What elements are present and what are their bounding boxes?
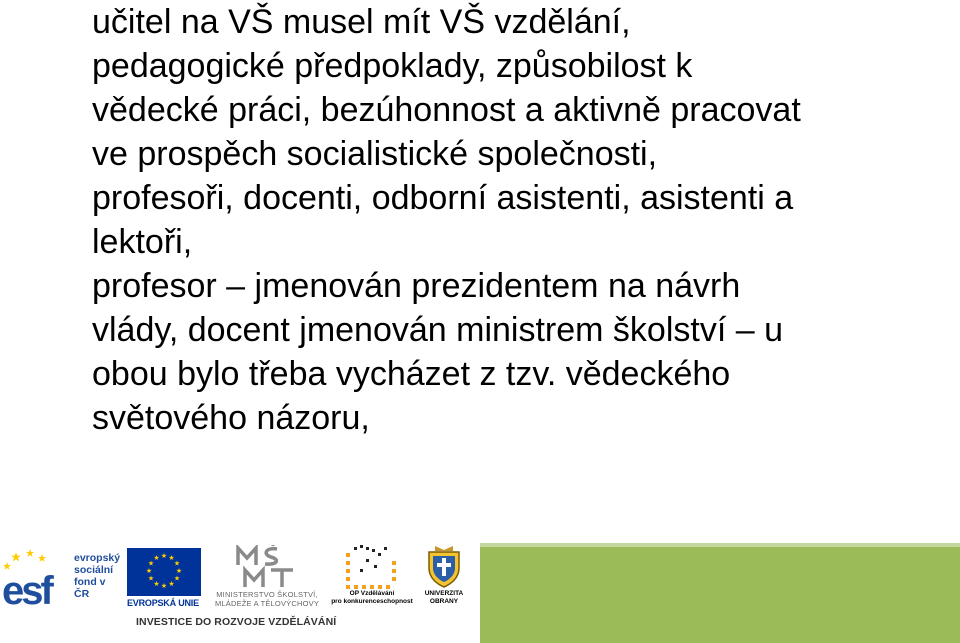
text-line: lektoři,: [92, 223, 193, 261]
logo-strip: [0, 543, 480, 643]
svg-text:★: ★: [175, 567, 183, 575]
text-line: vlády, docent jmenován ministrem školství – u: [92, 311, 783, 349]
svg-text:★: ★: [173, 559, 181, 568]
esf-caption-line: fond v ČR: [74, 576, 106, 600]
msmt-caption: [207, 590, 327, 608]
esf-caption: [74, 552, 122, 600]
university-caption-line: OBRANY: [429, 598, 459, 605]
university-caption: [416, 590, 472, 606]
text-line: pedagogické předpoklady, způsobilost k: [92, 47, 693, 85]
footer-logo-bar: [0, 543, 960, 643]
svg-text:esf: esf: [2, 569, 51, 610]
esf-logo: [2, 548, 122, 610]
text-line: profesoři, docenti, odborní asistenti, asistenti a: [92, 179, 794, 217]
text-line: ve prospěch socialistické společnosti,: [92, 135, 658, 173]
eu-logo: [127, 548, 203, 610]
text-line: profesor – jmenován prezidentem na návrh: [92, 267, 741, 305]
svg-text:★: ★: [153, 554, 160, 562]
svg-text:★: ★: [168, 580, 175, 588]
green-band: [480, 543, 960, 643]
msmt-caption-line: MINISTERSTVO ŠKOLSTVÍ,: [216, 590, 318, 599]
svg-text:★: ★: [160, 552, 168, 560]
msmt-mark-icon: [235, 545, 297, 589]
investment-slogan: INVESTICE DO ROZVOJE VZDĚLÁVÁNÍ: [136, 616, 337, 628]
text-line: učitel na VŠ musel mít VŠ vzdělání,: [92, 3, 631, 41]
op-caption: [330, 590, 414, 606]
eu-flag-icon: [127, 548, 201, 596]
text-line: obou bylo třeba vycházet z tzv. vědeckého: [92, 355, 731, 393]
eu-label: EVROPSKÁ UNIE: [127, 598, 199, 608]
msmt-caption-line: MLÁDEŽE A TĚLOVÝCHOVY: [214, 599, 320, 608]
text-line: světového názoru,: [92, 399, 370, 437]
esf-caption-line: evropský: [74, 552, 121, 564]
university-logo: [416, 546, 472, 610]
text-line: vědecké práci, bezúhonnost a aktivně pracovat: [92, 91, 801, 129]
op-caption-line: OP Vzdělávání: [349, 590, 395, 597]
op-mark-icon: [346, 545, 396, 591]
svg-text:★: ★: [160, 582, 168, 590]
esf-caption-line: sociální: [74, 564, 114, 576]
msmt-logo: [207, 545, 327, 609]
svg-text:★: ★: [153, 580, 160, 588]
university-crest-icon: [425, 546, 463, 588]
green-band-highlight: [480, 543, 960, 547]
svg-text:★: ★: [173, 574, 181, 583]
esf-mark-icon: [2, 548, 72, 610]
slide-body-text: [92, 0, 942, 440]
op-logo: [330, 545, 414, 609]
svg-text:★: ★: [147, 574, 155, 583]
svg-text:★: ★: [145, 567, 153, 575]
eu-stars-icon: [127, 548, 201, 596]
svg-text:★: ★: [168, 554, 175, 562]
svg-text:★: ★: [147, 559, 155, 568]
op-caption-line: pro konkurenceschopnost: [331, 598, 413, 605]
university-caption-line: UNIVERZITA: [424, 590, 464, 597]
